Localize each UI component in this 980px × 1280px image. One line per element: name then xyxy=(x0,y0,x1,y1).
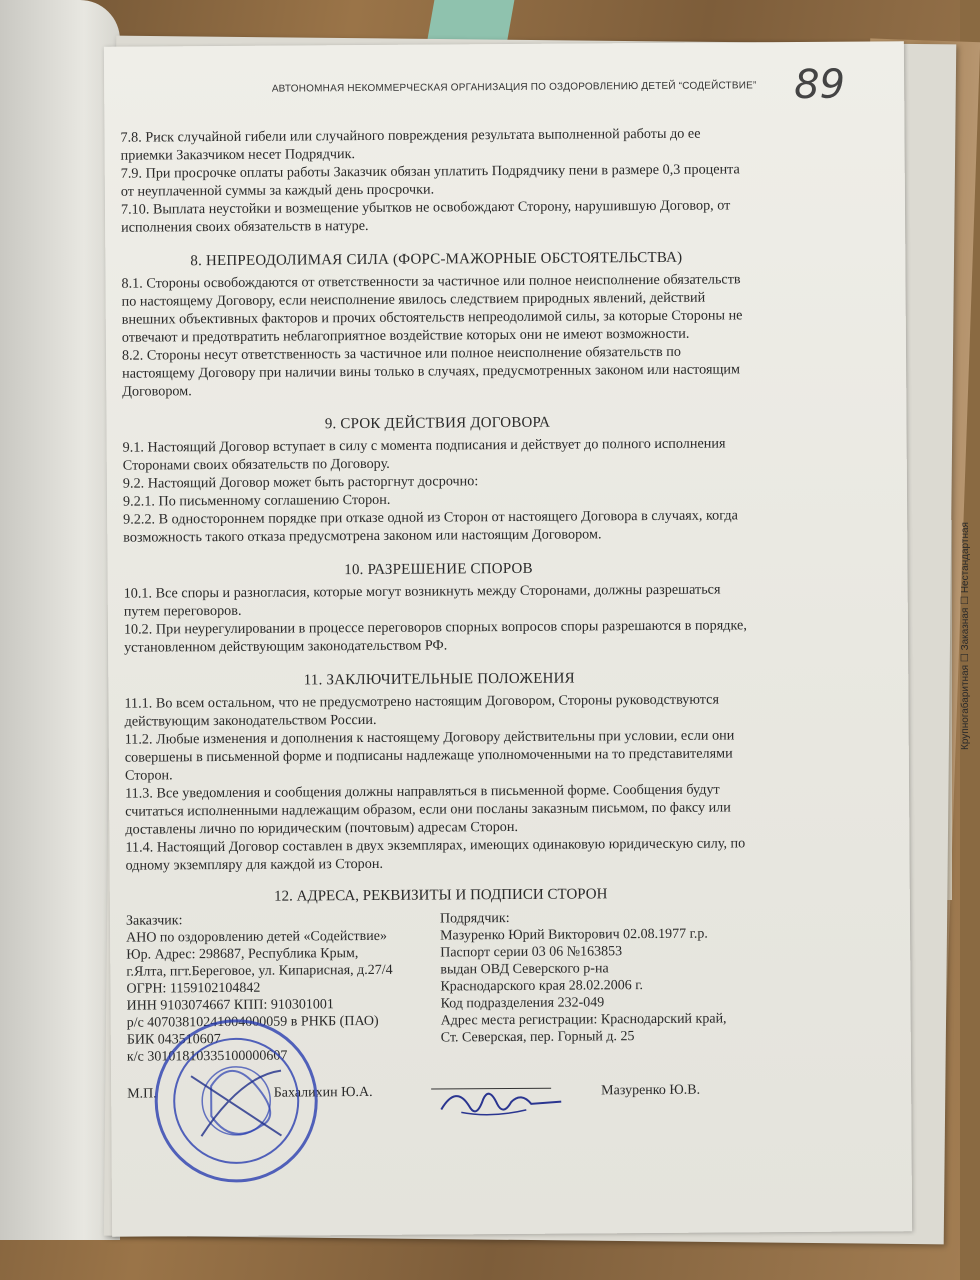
clause-8-1: 8.1. Стороны освобождаются от ответственности за частичное или полное неисполнение обязательств по настоящему Договору, если неисполнение явилось следствием природных явлений, действий внешних объективных факторов и прочих обстоятельств непреодолимой силы, за которые Стороны не отвечают и предотвратить неблагоприятное воздействие которых они не имеют возможности. xyxy=(121,271,743,346)
section-11-title: 11. ЗАКЛЮЧИТЕЛЬНЫЕ ПОЛОЖЕНИЯ xyxy=(303,670,575,689)
section-8-title: 8. НЕПРЕОДОЛИМАЯ СИЛА (ФОРС-МАЖОРНЫЕ ОБСТОЯТЕЛЬСТВА) xyxy=(190,249,683,270)
contractor-line: Код подразделения 232-049 xyxy=(440,995,605,1012)
clause-11-3: 11.3. Все уведомления и сообщения должны направляться в письменной форме. Сообщения будут считаться исполненными надлежащим образом, если они посланы заказным письмом, по факсу или доставлены лично по юридическим (почтовым) адресам Сторон. xyxy=(125,781,731,838)
customer-label: Заказчик: xyxy=(125,913,183,929)
document-page xyxy=(104,41,912,1237)
contract-body xyxy=(120,124,757,1065)
customer-line: БИК 043510607 xyxy=(126,1032,221,1048)
contractor-details xyxy=(440,908,741,1063)
customer-line: ОГРН: 1159102104842 xyxy=(126,980,261,997)
contractor-line: Краснодарского края 28.02.2006 г. xyxy=(440,978,643,995)
clause-11-4: 11.4. Настоящий Договор составлен в двух экземплярах, имеющих одинаковую юридическую силу, по одному экземпляру для каждой из Сторон. xyxy=(125,835,746,874)
clause-7-10: 7.10. Выплата неустойки и возмещение убытков не освобождают Сторону, нарушившую Договор, от исполнения своих обязательств в натуре. xyxy=(120,197,731,236)
customer-line: ИНН 9103074667 КПП: 910301001 xyxy=(126,997,334,1014)
handwritten-page-number: 89 xyxy=(793,61,846,108)
customer-line: р/с 40703810241004000059 в РНКБ (ПАО) xyxy=(126,1013,379,1031)
clause-9-2-2: 9.2.2. В одностороннем порядке при отказе одной из Сторон от настоящего Договора в случаях, когда возможность такого отказа предусмотрена законом или настоящим Договором. xyxy=(123,507,738,546)
org-header: АВТОНОМНАЯ НЕКОММЕРЧЕСКАЯ ОРГАНИЗАЦИЯ ПО ОЗДОРОВЛЕНИЮ ДЕТЕЙ “СОДЕЙСТВИЕ” xyxy=(271,80,757,95)
clause-9-1: 9.1. Настоящий Договор вступает в силу с момента подписания и действует до полного исполнения Сторонами своих обязательств по Договору. xyxy=(122,435,726,474)
clause-11-2: 11.2. Любые изменения и дополнения к настоящему Договору действительны при условии, если они совершены в письменной форме и подписаны надлежаще уполномоченными на то представителями Сторон. xyxy=(124,727,735,784)
clause-7-9: 7.9. При просрочке оплаты работы Заказчик обязан уплатить Подрядчику пени в размере 0,3 процента от неуплаченной суммы за каждый день просрочки. xyxy=(120,161,740,200)
section-10-title: 10. РАЗРЕШЕНИЕ СПОРОВ xyxy=(344,560,533,579)
clause-9-2-1: 9.2.1. По письменному соглашению Сторон. xyxy=(122,491,391,510)
contractor-line: Паспорт серии 03 06 №163853 xyxy=(440,944,623,961)
contractor-line: Адрес места регистрации: Краснодарский край, xyxy=(440,1011,727,1029)
customer-line: АНО по оздоровлению детей «Содействие» xyxy=(126,928,388,946)
contractor-label: Подрядчик: xyxy=(439,910,510,927)
customer-signer-name: Бахалихин Ю.А. xyxy=(273,1084,373,1101)
contractor-signature xyxy=(431,1074,571,1125)
left-page xyxy=(0,0,120,1240)
contractor-line: Мазуренко Юрий Викторович 02.08.1977 г.р. xyxy=(440,926,708,944)
seal-mark-label: М.П. xyxy=(127,1086,157,1102)
section-12-title: 12. АДРЕСА, РЕКВИЗИТЫ И ПОДПИСИ СТОРОН xyxy=(274,886,608,905)
clause-7-8: 7.8. Риск случайной гибели или случайного повреждения результата выполненной работы до ее приемки Заказчиком несет Подрядчик. xyxy=(120,125,701,164)
clause-11-1: 11.1. Во всем остальном, что не предусмотрено настоящим Договором, Стороны руководствуются действующим законодательством России. xyxy=(124,691,720,730)
envelope-label-text: Крупногабаритная ☐ Заказная ☐ Нестандартная xyxy=(960,522,971,750)
contractor-line: выдан ОВД Северского р-на xyxy=(440,961,609,978)
customer-line: г.Ялта, пгт.Береговое, ул. Кипарисная, д.27/4 xyxy=(126,962,393,980)
customer-line: Юр. Адрес: 298687, Республика Крым, xyxy=(126,946,359,963)
clause-8-2: 8.2. Стороны несут ответственность за частичное или полное неисполнение обязательств по настоящему Договору при наличии вины только в случаях, предусмотренных законом или настоящим Договором. xyxy=(121,343,741,400)
section-9-title: 9. СРОК ДЕЙСТВИЯ ДОГОВОРА xyxy=(324,414,551,433)
organization-stamp xyxy=(151,1015,322,1186)
clause-10-2: 10.2. При неурегулировании в процессе переговоров спорных вопросов споры разрешаются в порядке, установленном действующим законодательством РФ. xyxy=(123,617,747,656)
contractor-line: Ст. Северская, пер. Горный д. 25 xyxy=(440,1029,635,1046)
clause-10-1: 10.1. Все споры и разногласия, которые могут возникнуть между Сторонами, должны разрешаться путем переговоров. xyxy=(123,581,721,620)
customer-line: к/с 30101810335100000607 xyxy=(126,1048,288,1065)
clause-9-2: 9.2. Настоящий Договор может быть расторгнут досрочно: xyxy=(122,473,479,492)
contractor-signer-name: Мазуренко Ю.В. xyxy=(601,1082,701,1099)
